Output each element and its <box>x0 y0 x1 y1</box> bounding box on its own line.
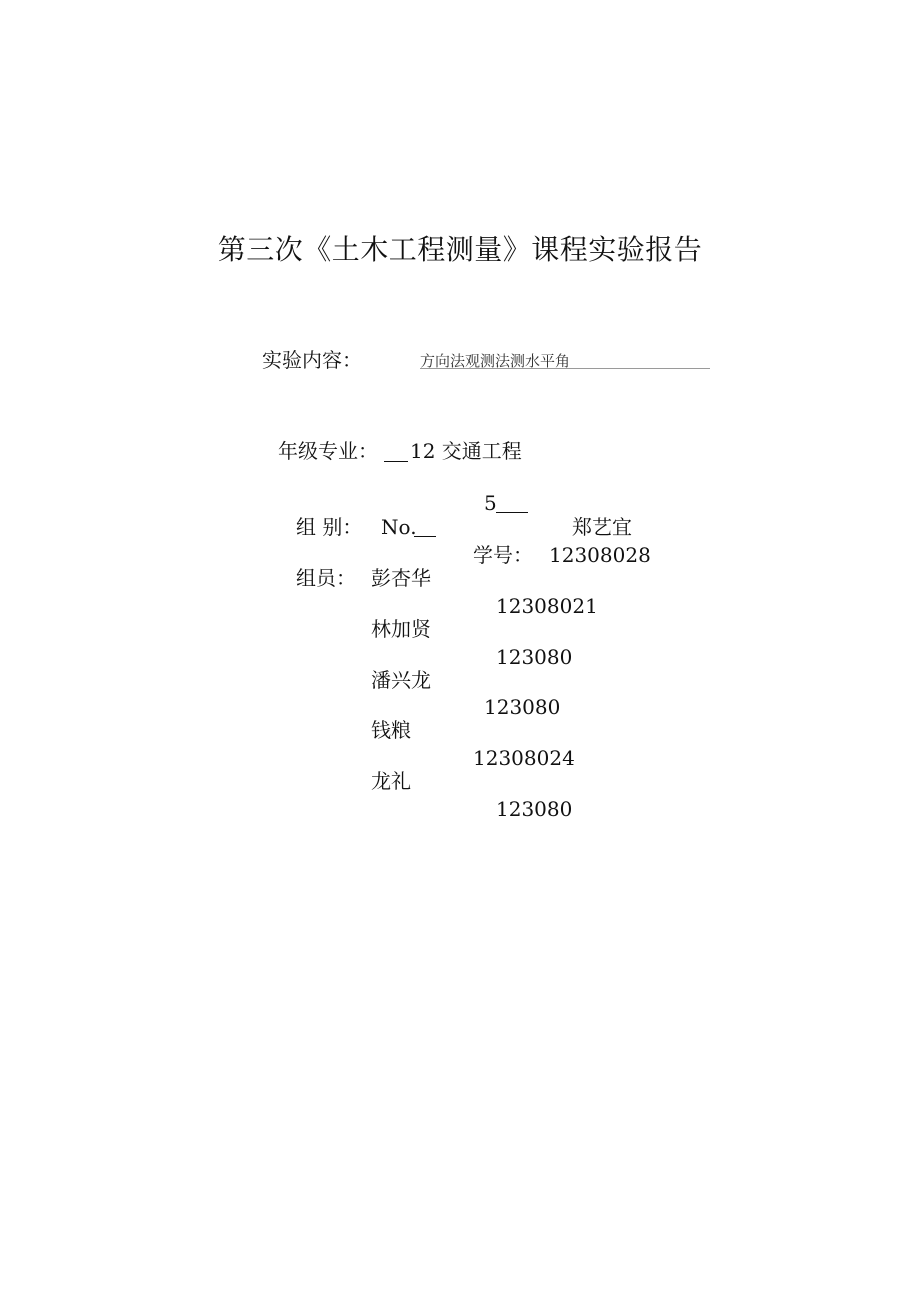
group-prefix: No. <box>381 515 417 539</box>
experiment-value: 方向法观测法测水平角 <box>420 352 571 370</box>
member-name: 钱粮 <box>371 718 411 742</box>
member-id: 123080 <box>496 797 573 821</box>
group-number: 5 <box>484 491 497 515</box>
group-number-blank <box>496 492 528 514</box>
experiment-underline <box>420 368 710 369</box>
group-label: 组 别： <box>296 515 363 539</box>
grade-major-blank <box>384 441 408 463</box>
members-label: 组员： <box>296 566 356 590</box>
experiment-label: 实验内容： <box>262 348 362 372</box>
grade-major-value: 12 交通工程 <box>410 439 522 463</box>
leader-student-id: 12308028 <box>549 543 651 567</box>
grade-major-label: 年级专业： <box>278 439 378 463</box>
report-title: 第三次《土木工程测量》课程实验报告 <box>217 233 703 266</box>
member-name: 龙礼 <box>371 769 411 793</box>
member-id: 12308024 <box>473 746 575 770</box>
group-prefix-blank <box>414 516 436 538</box>
member-id: 123080 <box>484 695 561 719</box>
member-name: 林加贤 <box>371 617 431 641</box>
student-id-label: 学号： <box>473 543 533 567</box>
member-id: 123080 <box>496 645 573 669</box>
member-name: 彭杏华 <box>371 566 431 590</box>
member-name: 潘兴龙 <box>371 668 431 692</box>
member-id: 12308021 <box>496 594 598 618</box>
leader-name: 郑艺宜 <box>572 515 632 539</box>
